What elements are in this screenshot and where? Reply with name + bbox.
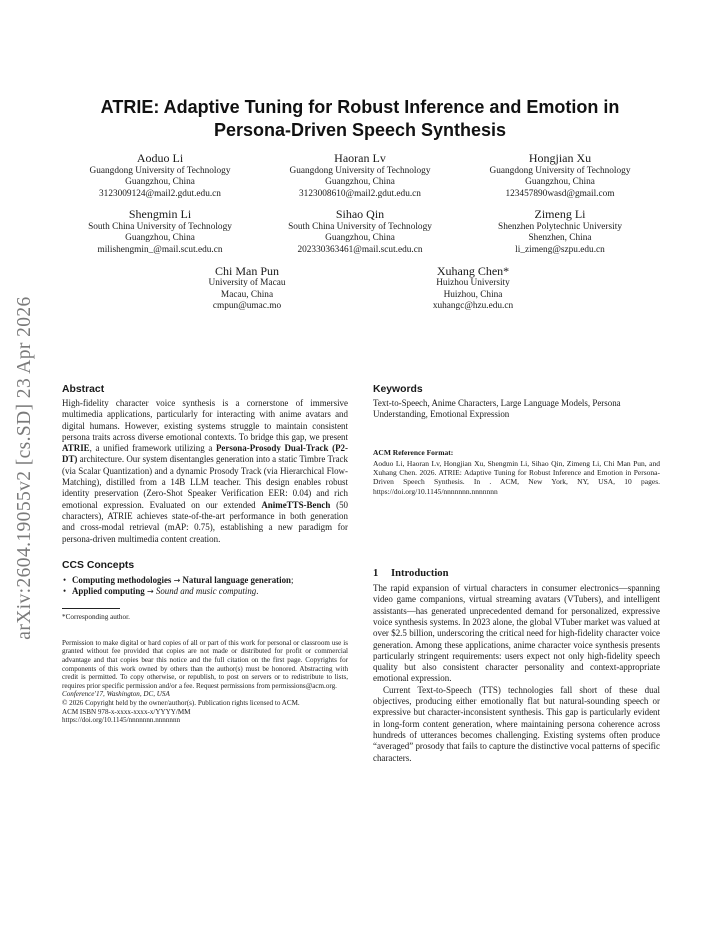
author-email[interactable]: xuhangc@hzu.edu.cn (432, 301, 514, 312)
author-email[interactable]: 3123008610@mail2.gdut.edu.cn (299, 188, 421, 199)
abstract-heading: Abstract (62, 384, 105, 395)
acm-reference (373, 448, 660, 496)
author-affiliation: University of Macau (208, 278, 286, 289)
right-column (373, 383, 660, 764)
author-name: Hongjian Xu (528, 151, 592, 165)
author-card (260, 151, 460, 200)
author-card (260, 207, 460, 256)
acm-reference-text: Aoduo Li, Haoran Lv, Hongjian Xu, Shengmin Li, Sihao Qin, Zimeng Li, Chi Man Pun, and Xuhang Chen. 2026. ATRIE: Adaptive Tuning for Robust Inference and Emotion in Persona-Driven Speech Synthesis. In . ACM, New York, NY, USA, 10 pages. https://doi.org/10.1145/nnnnnnn.nnnnnnn (373, 458, 660, 496)
arxiv-identifier (8, 262, 42, 674)
footnote-rule (62, 608, 120, 609)
author-location: Huizhou, China (443, 289, 503, 300)
permission-notice (62, 639, 348, 725)
author-email[interactable]: li_zimeng@szpu.edu.cn (515, 244, 605, 255)
author-location: Shenzhen, China (528, 233, 592, 244)
author-name: Aoduo Li (136, 151, 184, 165)
introduction-heading: 1 Introduction (373, 568, 449, 580)
author-card (460, 151, 660, 200)
author-location: Guangzhou, China (525, 177, 595, 188)
author-block (60, 151, 660, 320)
author-affiliation: South China University of Technology (288, 221, 432, 232)
author-email[interactable]: cmpun@umac.mo (212, 301, 282, 312)
ccs-heading: CCS Concepts (62, 559, 135, 571)
author-email[interactable]: milishengmin_@mail.scut.edu.cn (97, 244, 223, 255)
author-affiliation: Guangdong University of Technology (289, 165, 431, 176)
abstract-text: High-fidelity character voice synthesis is a cornerstone of immersive multimedia applications, particularly for interacting with anime avatars and digital humans. However, existing systems struggle to maintain consistent persona traits across diverse emotional contexts. To bridge this gap, we present ATRIE, a unified framework utilizing a Persona-Prosody Dual-Track (P2-DT) architecture. Our system disentangles generation into a static Timbre Track (via Scalar Quantization) and a dynamic Prosody Track (via Hierarchical Flow-Matching), distilled from a 14B LLM teacher. This design enables robust identity preservation (Zero-Shot Speaker Verification EER: 0.04) and rich emotional expression. Evaluated on our extended AnimeTTS-Bench (50 characters), ATRIE achieves state-of-the-art performance in both generation and cross-modal retrieval (mAP: 0.75), establishing a new paradigm for persona-driven multimedia content creation. (62, 398, 349, 544)
author-card (60, 207, 260, 256)
author-location: Guangzhou, China (125, 233, 195, 244)
author-name: Shengmin Li (128, 207, 192, 222)
introduction-paragraph: Current Text-to-Speech (TTS) technologies fall short of these dual objectives, producing either emotionally flat but natural-sounding speech or expressive but character-inconsistent synthesis. This gap is particularly evident in long-form content generation, where maintaining persona coherence across hundreds of utterances becomes challenging. Existing systems often produce “averaged” prosody that fails to capture the distinctive vocal patterns of specific characters. (373, 684, 660, 763)
copyright-line: © 2026 Copyright held by the owner/author(s). Publication rights licensed to ACM. (62, 699, 300, 708)
author-affiliation: Guangdong University of Technology (89, 165, 231, 176)
ccs-list (62, 575, 348, 598)
author-location: Guangzhou, China (325, 177, 395, 188)
arxiv-id-text: arXiv:2604.19055v2 [cs.SD] 23 Apr 2026 (14, 296, 35, 640)
conference-line: Conference'17, Washington, DC, USA (62, 690, 170, 699)
author-affiliation: Shenzhen Polytechnic University (498, 221, 622, 232)
author-card (460, 207, 660, 256)
paper-title: ATRIE: Adaptive Tuning for Robust Inference and Emotion in Persona-Driven Speech Synthesis (100, 97, 620, 140)
author-affiliation: South China University of Technology (88, 221, 232, 232)
author-name: Zimeng Li (534, 207, 586, 222)
ccs-item: • Applied computing → Sound and music computing. (62, 586, 348, 598)
author-name: Haoran Lv (334, 151, 386, 165)
author-card (152, 264, 342, 313)
doi-link[interactable]: https://doi.org/10.1145/nnnnnnn.nnnnnnn (62, 716, 181, 725)
introduction-paragraph: The rapid expansion of virtual characters in consumer electronics—spanning video game companions, virtual streaming avatars (VTubers), and intelligent assistants—has generated unprecedented demand for personalized, expressive voice synthesis systems. In 2023 alone, the global VTuber market was valued at over $2.5 billion, underscoring the critical need for high-fidelity character voice generation. Among these applications, anime character voice synthesis presents particularly stringent requirements: users expect not only high-fidelity speech quality but also consistent character personality and context-appropriate emotional expression. (373, 583, 660, 684)
left-column (62, 383, 348, 725)
author-location: Guangzhou, China (325, 233, 395, 244)
author-name: Sihao Qin (335, 207, 385, 222)
author-location: Macau, China (220, 289, 274, 300)
author-card (60, 151, 260, 200)
author-name: Xuhang Chen* (436, 263, 510, 278)
author-affiliation: Huizhou University (436, 278, 510, 289)
author-affiliation: Guangdong University of Technology (489, 165, 631, 176)
author-email[interactable]: 123457890wasd@gmail.com (505, 188, 615, 199)
corresponding-author-footnote: *Corresponding author. (62, 612, 130, 621)
keywords-text: Text-to-Speech, Anime Characters, Large Language Models, Persona Understanding, Emotional Expression (373, 398, 621, 420)
author-email[interactable]: 3123009124@mail2.gdut.edu.cn (99, 188, 221, 199)
author-email[interactable]: 202330363461@mail.scut.edu.cn (297, 244, 423, 255)
author-location: Guangzhou, China (125, 177, 195, 188)
permission-text: Permission to make digital or hard copies of all or part of this work for personal or classroom use is granted without fee provided that copies are not made or distributed for profit or commercial advantage and that copies bear this notice and the full citation on the first page. Copyrights for components of this work owned by others than the author(s) must be honored. Abstracting with credit is permitted. To copy otherwise, or republish, to post on servers or to redistribute to lists, requires prior specific permission and/or a fee. Request permissions from permissions@acm.org. (62, 638, 348, 690)
isbn-line: ACM ISBN 978-x-xxxx-xxxx-x/YYYY/MM (62, 707, 191, 716)
author-card (378, 264, 568, 313)
acm-reference-label: ACM Reference Format: (373, 447, 454, 457)
keywords-heading: Keywords (373, 384, 423, 395)
author-name: Chi Man Pun (214, 263, 279, 278)
ccs-item: • Computing methodologies → Natural language generation; (62, 575, 348, 587)
